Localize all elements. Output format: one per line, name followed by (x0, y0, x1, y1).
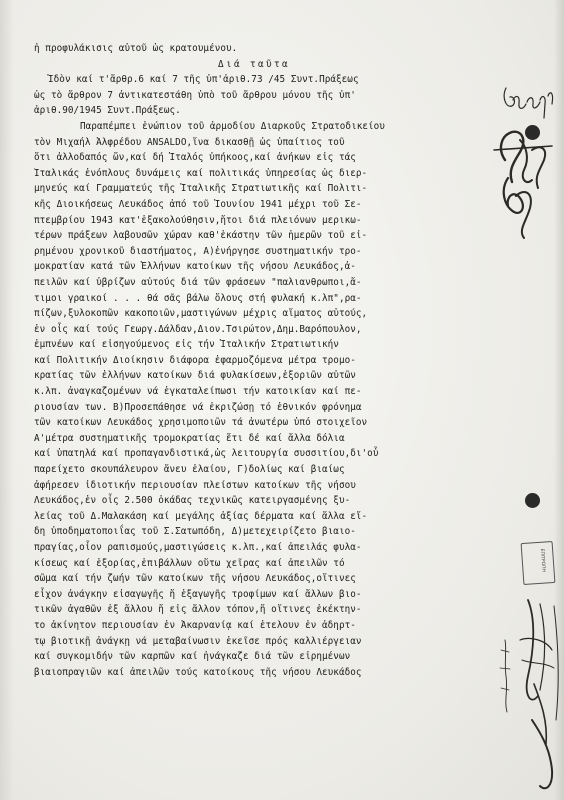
document-line: εἶχον ἀνάγκην εἰσαγωγῆς ἤ ἐξαγωγῆς τροφίμων καί ἄλλων βιο- (34, 588, 362, 600)
document-line: τῶν κατοίκων Λευκάδος χρησιμοποιῶν τά ἀνωτέρω ὑπό στοιχεῖον (34, 417, 368, 429)
document-line: ριουσίαν των. Β)Προσεπάθησε νά ἐκριζώσῃ τό ἐθνικόν φρόνημα (34, 401, 362, 413)
document-line: μηνεύς καί Γραμματεύς τῆς Ἰταλικῆς Στρατιωτικῆς καί Πολιτι- (34, 183, 368, 195)
document-line: καί ὑπατηλά καί προπαγανδιστικά,ὡς λειτουργία συσσιτίου,δι'οὗ (34, 448, 379, 460)
handwritten-note-vertical (500, 640, 510, 712)
document-line: καί Πολιτικήν Διοίκησιν διάφορα ἐφαρμοζόμενα μέτρα τρομο- (34, 354, 356, 366)
document-line: ἀριθ.90/1945 Συντ.Πράξεως. (34, 105, 181, 117)
punch-hole-bottom (525, 493, 540, 508)
document-line: πτεμβρίου 1943 κατ'ἐξακολούθησιν,ἤτοι διά πλειόνων μερικω- (34, 214, 362, 226)
document-line: μοκρατίαν κατά τῶν Ἑλλήνων κατοίκων τῆς νήσου Λευκάδος,ἀ- (34, 261, 356, 273)
document-line: Ἰταλικάς ἐνόπλους δυνάμεις καί πολιτικάς ὑπηρεσίας ὡς διερ- (34, 167, 368, 179)
document-line: δη ὑποδηματοποιΐας τοῦ Σ.Σατωπόδη, Δ)μετεχειρίζετο βιαιο- (34, 526, 356, 538)
document-line: ὅτι ἀλλοδαπός ὤν,καί δή Ἰταλός ὑπήκοος,καί ἀνήκων εἰς τάς (34, 152, 356, 164)
document-line: ἐμπνέων καί εἰσηγούμενος εἰς τήν Ἰταλικήν Στρατιωτικήν (34, 339, 339, 351)
document-line: Λευκάδος,ἐν οἷς 2.500 ὀκάδας τεχνικῶς κατειργασμένης ξυ- (34, 495, 351, 507)
document-line: λείας τοῦ Δ.Μαλακάση καί μεγάλης ἀξίας δέρματα καί ἄλλα εἴ- (34, 510, 368, 522)
document-line: ἐν οἷς καί τούς Γεωργ.Δάλδαν,Διον.Τσιρώτον,Δημ.Βαρόπουλον, (34, 323, 362, 335)
stamp-text: ΕΠΙΤΡΟΠΗ (539, 548, 546, 573)
document-line: πειλῶν καί ὑβρίζων αὐτούς διά τῶν φράσεων "παλιανθρωποι,ἄ- (34, 276, 362, 288)
document-line: κίσεως καί ἐξορίας,ἐπιβάλλων οὕτω χεῖρας καί ἀπειλῶν τό (34, 557, 345, 569)
document-line: ὡς τὸ ἄρθρον 7 ἀντικατεστάθη ὑπὸ τοῦ ἄρθρου μόνου τῆς ὑπ' (34, 89, 356, 101)
document-line: βιαιοπραγιῶν καί ἀπειλῶν τούς κατοίκους τῆς νήσου Λευκάδος (34, 666, 362, 678)
document-line: σῶμα καί τήν ζωήν τῶν κατοίκων τῆς νήσου Λευκάδος,οἵτινες (34, 573, 356, 585)
document-line: ρημένου χρονικοῦ διαστήματος, Α)ἐνήργησε συστηματικήν τρο- (34, 245, 362, 257)
signature-vertical-right (520, 600, 558, 788)
document-line: τέρων πράξεων λαβουσῶν χώραν καθ'ἑκάστην τῶν ἡμερῶν τοῦ εἰ- (34, 230, 368, 242)
document-line: πίζων,ξυλοκοπῶν κακοποιῶν,μαστιγώνων μέχρις αἵματος αὐτούς, (34, 308, 368, 320)
document-line: τιμοι γραικοί . . . θά σᾶς βάλω ὅλους στή φυλακή κ.λπ",ρα- (34, 292, 362, 304)
scan-edge-right (554, 0, 564, 800)
document-line: τικῶν ἀγαθῶν ἐξ ἄλλου ἤ εἰς ἄλλον τόπον,ἤ οἵτινες ἑκέκτην- (34, 604, 362, 616)
document-line: κ.λπ. ἀναγκαζομένων νά ἐγκαταλείπωσι τήν κατοικίαν καί πε- (34, 386, 362, 398)
document-line: το ἀκίνητον περιουσίαν ἐν Ἀκαρνανίᾳ καί ἑτελουν ἐν ἀδηρτ- (34, 619, 356, 631)
document-line: Παραπέμπει ἐνώπιον τοῦ ἁρμοδίου Διαρκοῦς Στρατοδικείου (80, 120, 385, 132)
document-line: ἡ προφυλάκισις αὐτοῦ ὡς κρατουμένου. (34, 43, 238, 54)
signature-upper (494, 132, 552, 188)
document-line: καί συγκομιδήν τῶν καρπῶν καί ἠνάγκαζε διά τῶν εἰρημένων (34, 651, 351, 663)
document-line: παρείχετο σκουπάλευρον ἄνευ ἐλαίου, Γ)δολίως καί βιαίως (34, 464, 345, 476)
scan-edge-left (0, 0, 14, 800)
punch-hole-top (525, 125, 540, 140)
stamp (521, 541, 556, 585)
document-line: τὸν Μιχαήλ Ἀλφρέδου ANSALDO,ἵνα δικασθῇ ὡς ὑπαίτιος τοῦ (34, 136, 345, 148)
signature-middle (504, 178, 531, 238)
document-line: Α'μέτρα συστηματικῆς τρομοκρατίας ἔτι δέ καί ἄλλα δόλια (34, 432, 345, 444)
document-line: κρατίας τῶν ἑλλήνων κατοίκων διά φυλακίσεων,ἐξοριῶν αὐτῶν (34, 370, 356, 382)
document-line: Διά ταῦτα (218, 58, 290, 70)
document-line: τῳ βιοτικῇ ἀνάγκῃ νά μεταβαίνωσιν ἐκεῖσε πρός καλλιέργειαν (34, 635, 362, 647)
handwritten-word-top-right (504, 88, 552, 118)
document-line: Ἰδὸν καί τ'ἄρθρ.6 καί 7 τῆς ὑπ'ἀριθ.73 /45 Συντ.Πράξεως (48, 74, 359, 86)
document-line: ἀφήρεσεν ἰδιοτικήν περιουσίαν πλείστων κατοίκων τῆς νήσου (34, 479, 356, 491)
typed-document-body (34, 41, 474, 680)
document-line: κῆς Διοικήσεως Λευκάδος ἀπό τοῦ Ἰουνίου 1941 μέχρι τοῦ Σε- (34, 198, 362, 210)
document-line: πραγίας,οἷον ραπισμούς,μαστιγώσεις κ.λπ.,καί ἀπειλάς φυλα- (34, 542, 362, 553)
